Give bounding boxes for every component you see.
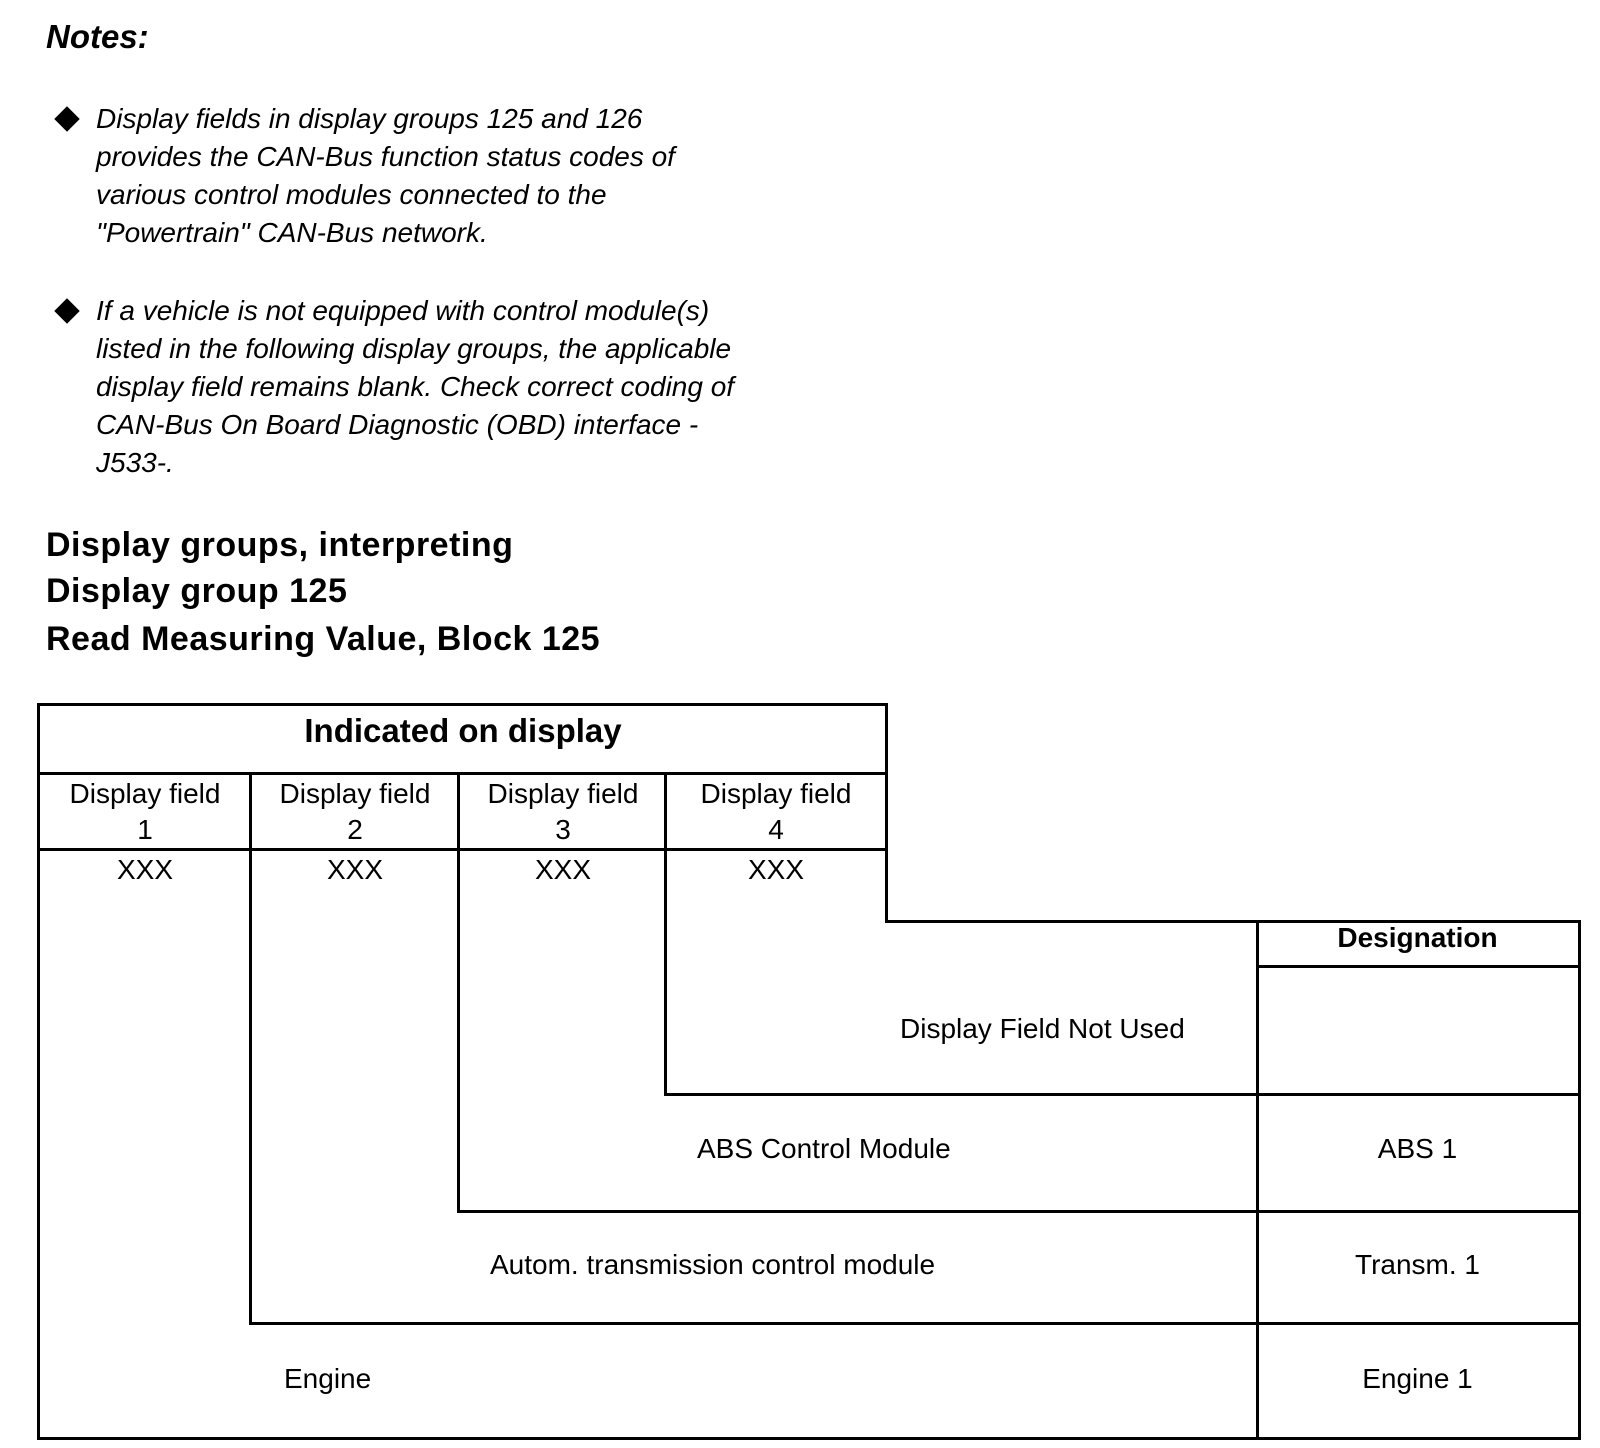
field-header-2: Display field 2	[279, 778, 431, 845]
designation-header-line	[1256, 965, 1581, 968]
divider	[37, 772, 888, 775]
field-header-4: Display field 4	[700, 778, 852, 845]
field-4-boundary	[664, 772, 667, 1096]
designation-row-line	[1256, 1093, 1581, 1096]
designation-engine: Engine 1	[1362, 1363, 1473, 1394]
field-3-boundary	[457, 772, 460, 1213]
field-header-3: Display field 3	[487, 778, 639, 845]
field-header-1: Display field 1	[69, 778, 221, 845]
field-value-4: XXX	[747, 854, 805, 885]
field-3-bottom	[457, 1210, 1259, 1213]
row-label-not-used: Display Field Not Used	[900, 1013, 1185, 1044]
designation-boundary	[1256, 920, 1259, 1440]
designation-row-line	[1256, 1210, 1581, 1213]
field-2-boundary	[249, 772, 252, 1325]
field-value-1: XXX	[116, 854, 174, 885]
diamond-bullet-icon	[54, 106, 79, 131]
frame-left	[37, 850, 40, 1440]
indicated-header: Indicated on display	[304, 712, 622, 749]
designation-transmission: Transm. 1	[1355, 1249, 1480, 1280]
field-value-3: XXX	[534, 854, 592, 885]
frame-right	[1578, 920, 1581, 1440]
note-text: Display fields in display groups 125 and 126 provides the CAN-Bus function status codes of various control modules connected to the "Powertrain" CAN-Bus network.	[96, 103, 675, 248]
field-4-bottom	[664, 1093, 1259, 1096]
designation-header: Designation	[1337, 922, 1498, 953]
designation-abs: ABS 1	[1377, 1133, 1458, 1164]
heading-read-measuring: Read Measuring Value, Block 125	[46, 620, 601, 658]
frame-bottom	[37, 1437, 1581, 1440]
heading-display-group: Display group 125	[46, 572, 348, 610]
note-text: If a vehicle is not equipped with control module(s) listed in the following display groups, the applicable display field remains blank. Check correct coding of CAN-Bus On Board Diagnostic (OBD) interface -J533-.	[96, 295, 735, 478]
field-2-bottom	[249, 1322, 1259, 1325]
divider	[37, 848, 888, 851]
notes-title: Notes:	[46, 18, 149, 55]
row-label-abs: ABS Control Module	[697, 1133, 951, 1164]
designation-row-line	[1256, 1322, 1581, 1325]
diamond-bullet-icon	[54, 298, 79, 323]
heading-display-groups: Display groups, interpreting	[46, 526, 514, 564]
row-label-transmission: Autom. transmission control module	[490, 1249, 936, 1280]
field-value-2: XXX	[326, 854, 384, 885]
row-label-engine: Engine	[284, 1363, 372, 1394]
